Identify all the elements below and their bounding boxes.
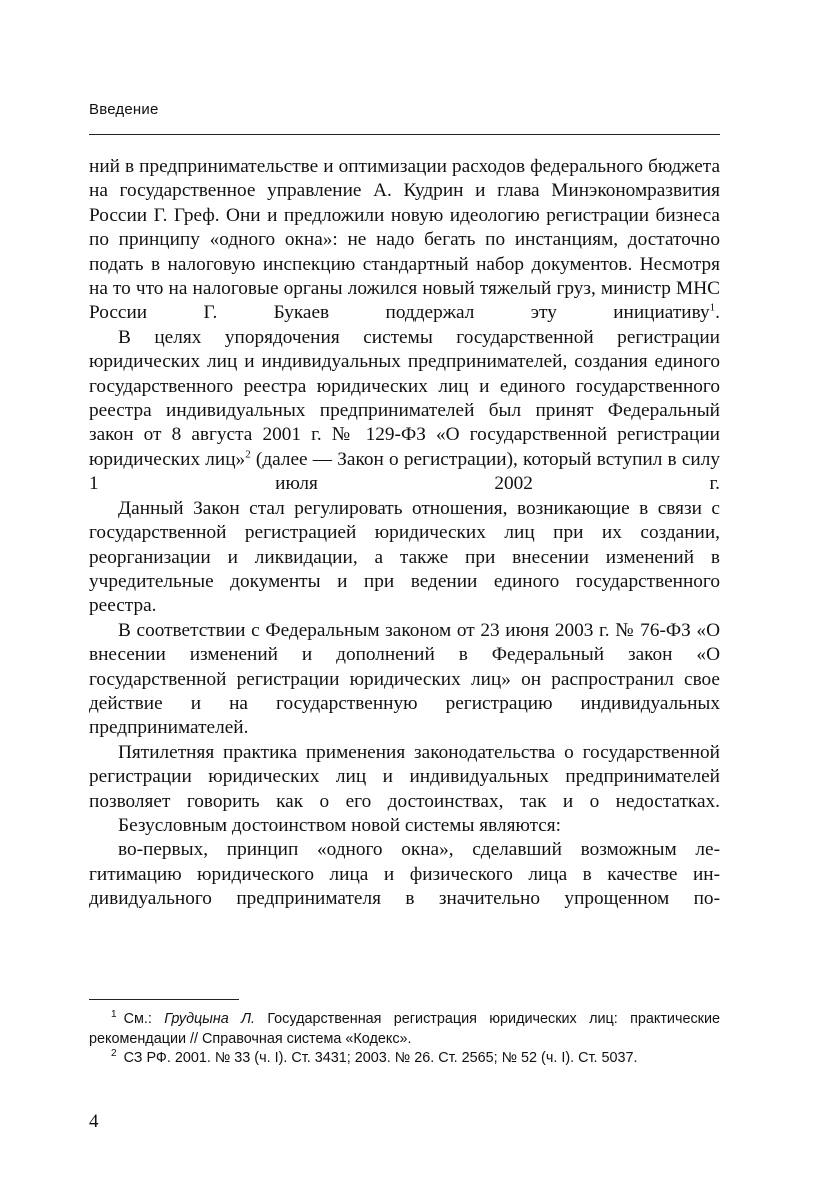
paragraph-6: Безусловным достоинством новой системы являются: [118,814,562,836]
paragraph-4: В соответствии с Федеральным законом от 23 июня 2003 г. № 76-ФЗ «О внесении изменений и дополнений в Федеральный закон «О государственной регистрации юридических лиц» он распространил свое действие и на государственную регистрацию индивидуальных предпринимателей. [89,619,720,739]
footnote-2 [89,1049,720,1069]
paragraph-5: Пятилетняя практика применения законодательства о государственной регистрации юридических лиц и индивидуальных предпринимателей позволяет говорить как о его достоинствах, так и о недостатках. [89,741,720,812]
footnote-1-author: Грудцына Л. [164,1011,255,1027]
paragraph-2-text: В целях упорядочения системы государственной регистрации юридических лиц и индивидуальных предпринимателей, создания единого государственного реестра юридических лиц и единого государственного реестра индивидуальных предпринимателей был принят Федеральный закон от 8 августа 2001 г. № 129-ФЗ «О государственной регистрации юридических лиц» [89,326,720,470]
paragraph-1 [89,155,720,326]
paragraph-1-text: ний в предпринимательстве и оптимизации расходов федерального бюджета на государственное управление А. Кудрин и глава Минэкономразвития России Г. Греф. Они и предложили новую идеологию регистрации бизнеса по принципу «одного окна»: не надо бегать по инстанциям, достаточно подать в налоговую инспекцию стандартный набор документов. Несмотря на то что на налоговые органы ложился новый тяжелый груз, министр МНС России Г. Букаев поддержал эту инициативу [89,156,720,324]
header-rule [89,134,720,135]
footnote-1 [89,1010,720,1049]
footnotes [89,1010,720,1069]
footnote-2-number: 2 [111,1048,117,1060]
footnote-ref-2[interactable]: 2 [245,448,251,461]
footnote-rule [89,999,239,1000]
footnote-1-text: Государственная регистрация юридических лиц: практические рекомендации // Справочная система «Кодекс». [89,1011,721,1047]
footnote-1-number: 1 [111,1009,117,1021]
body-text [89,155,720,912]
paragraph-7: во-первых, принцип «одного окна», сделавший возможным легитимацию юридического лица и физического лица в качестве индивидуального предпринимателя в значительно упрощенном по- [89,839,720,910]
footnote-ref-1[interactable]: 1 [709,302,716,315]
footnote-1-prefix: См.: [123,1011,165,1027]
paragraph-2-tail: (далее — Закон о регистрации), который вступил в силу 1 июля 2002 г. [89,448,720,495]
paragraph-1-tail: . [715,302,720,324]
paragraph-3: Данный Закон стал регулировать отношения, возникающие в связи с государственной регистрацией юридических лиц при их создании, реорганизации и ликвидации, а также при внесении изменений в учредительные документы и при ведении единого государственного реестра. [89,497,720,617]
footnote-2-text: СЗ РФ. 2001. № 33 (ч. I). Ст. 3431; 2003. № 26. Ст. 2565; № 52 (ч. I). Ст. 5037. [123,1050,638,1066]
paragraph-2 [89,326,720,497]
page-number: 4 [89,1111,99,1132]
running-head-title: Введение [89,101,159,118]
